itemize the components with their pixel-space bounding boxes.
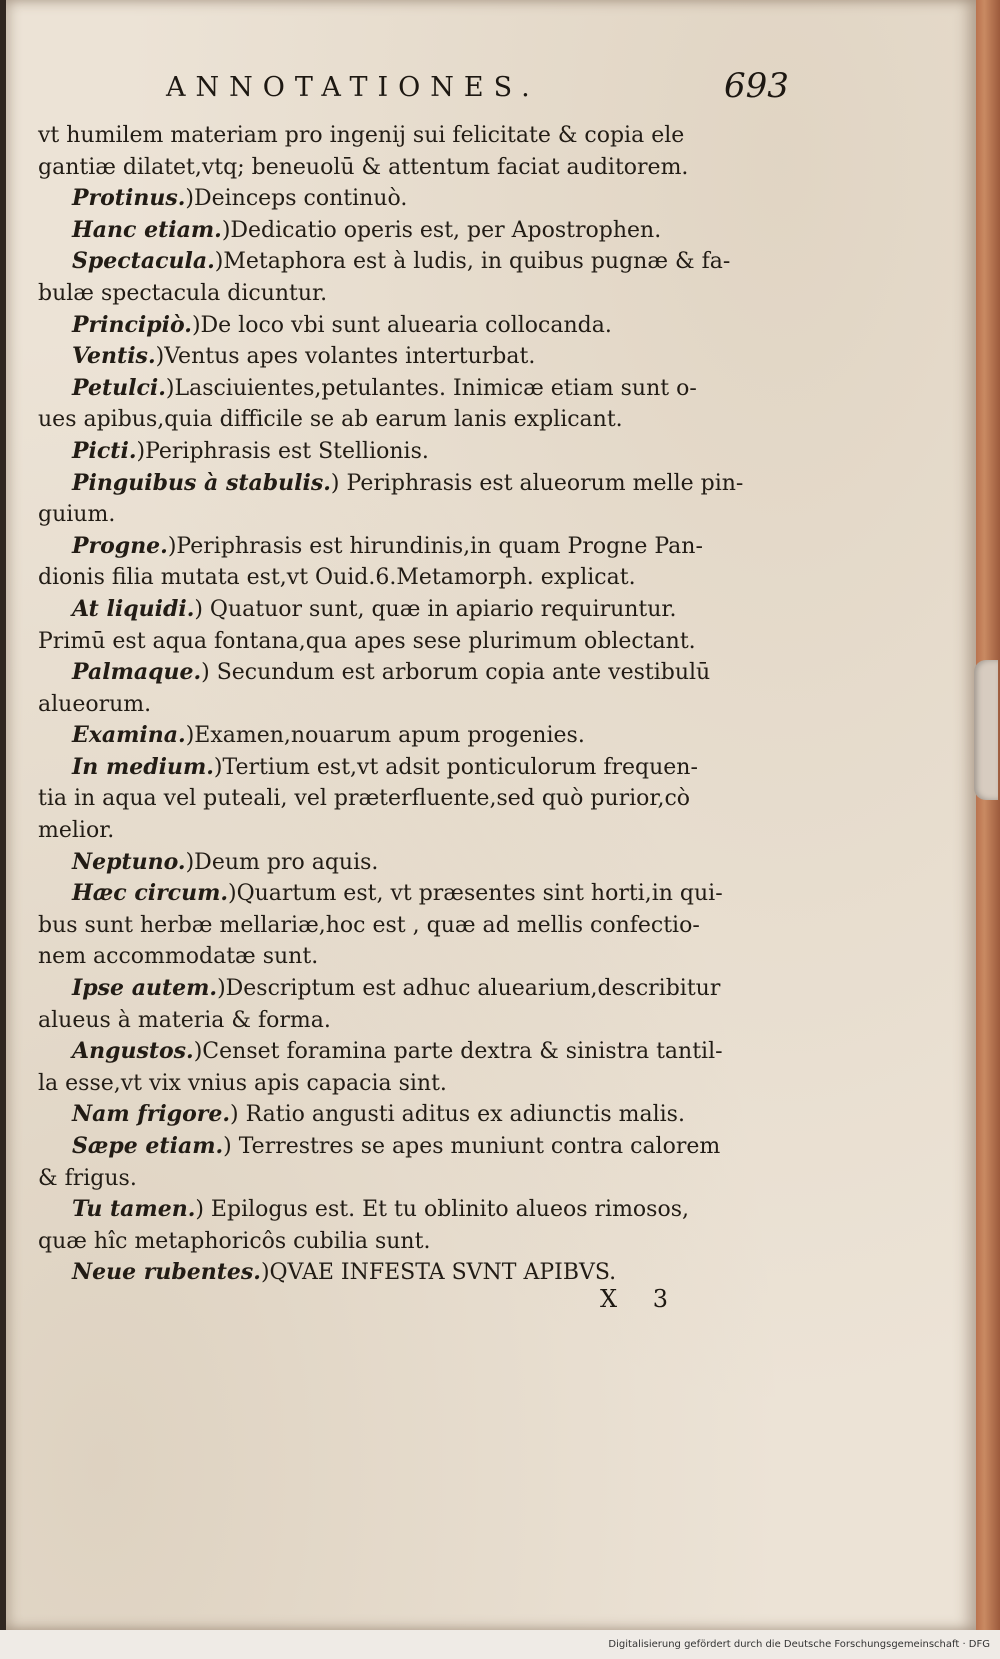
text-line <box>38 246 798 278</box>
lemma: Ipse autem. <box>72 975 218 1002</box>
text-line <box>38 878 798 910</box>
lemma: Neptuno. <box>72 848 186 875</box>
lemma: Nam frigore. <box>72 1101 231 1128</box>
text-line <box>38 594 798 626</box>
text-line <box>38 973 798 1005</box>
lemma: In medium. <box>72 753 214 780</box>
book-page <box>6 0 976 1630</box>
lemma: Pinguibus à stabulis. <box>72 469 331 496</box>
lemma: Petulci. <box>72 374 166 401</box>
line-text: Primū est aqua fontana,qua apes sese plurimum oblectant. <box>38 628 696 654</box>
line-text: bulæ spectacula dicuntur. <box>38 280 328 306</box>
line-text: ) Secundum est arborum copia ante vestibulū <box>201 660 711 686</box>
text-line <box>38 1226 798 1258</box>
line-text: ues apibus,quia difficile se ab earum lanis explicant. <box>38 407 623 433</box>
digitization-credit: Digitalisierung gefördert durch die Deutsche Forschungsgemeinschaft · DFG <box>608 1639 990 1650</box>
lemma: Hæc circum. <box>72 880 229 907</box>
text-line <box>38 657 798 689</box>
text-line <box>38 1068 798 1100</box>
line-text: & frigus. <box>38 1165 137 1191</box>
lemma: Neue rubentes. <box>72 1259 261 1286</box>
line-text: )Periphrasis est Stellionis. <box>136 438 429 464</box>
text-line <box>38 1005 798 1037</box>
lemma: Progne. <box>72 532 168 559</box>
lemma: Angustos. <box>72 1038 194 1065</box>
line-text: dionis filia mutata est,vt Ouid.6.Metamorph. explicat. <box>38 565 636 591</box>
line-text: )Examen,nouarum apum progenies. <box>185 723 585 749</box>
line-text: ) Epilogus est. Et tu oblinito alueos rimosos, <box>195 1197 689 1223</box>
text-line <box>38 436 798 468</box>
line-text: nem accommodatæ sunt. <box>38 944 319 970</box>
text-line <box>38 689 798 721</box>
lemma: Protinus. <box>72 185 186 212</box>
lemma: Ventis. <box>72 343 156 370</box>
line-text: )Tertium est,vt adsit ponticulorum frequen- <box>213 754 698 780</box>
page-edge <box>976 0 1000 1630</box>
text-line <box>38 341 798 373</box>
line-text: tia in aqua vel puteali, vel præterfluente,sed quò purior,cò <box>38 786 691 812</box>
line-text: )Lasciuientes,petulantes. Inimicæ etiam sunt o- <box>165 375 697 401</box>
annotation-text <box>38 120 798 1289</box>
text-line <box>38 1036 798 1068</box>
text-line <box>38 373 798 405</box>
text-line <box>38 752 798 784</box>
line-text: guium. <box>38 502 116 528</box>
line-text: )Metaphora est à ludis, in quibus pugnæ & fa- <box>214 249 731 275</box>
line-text: ) Quatuor sunt, quæ in apiario requiruntur. <box>194 596 677 622</box>
text-line <box>38 152 798 184</box>
page-tab <box>974 660 998 800</box>
text-line <box>38 815 798 847</box>
line-text: )Dedicatio operis est, per Apostrophen. <box>221 217 662 243</box>
lemma: Picti. <box>72 437 137 464</box>
lemma: Examina. <box>72 722 186 749</box>
line-text: quæ hîc metaphoricôs cubilia sunt. <box>38 1228 431 1254</box>
line-text: alueorum. <box>38 691 152 717</box>
line-text: )Descriptum est adhuc aluearium,describitur <box>217 976 721 1002</box>
text-line <box>38 1194 798 1226</box>
line-text: la esse,vt vix vnius apis capacia sint. <box>38 1070 447 1096</box>
lemma: At liquidi. <box>72 595 195 622</box>
page-header <box>166 66 789 112</box>
line-text: melior. <box>38 818 115 844</box>
line-text: )Periphrasis est hirundinis,in quam Progne Pan- <box>167 533 703 559</box>
text-line <box>38 562 798 594</box>
text-line <box>38 531 798 563</box>
text-line <box>38 847 798 879</box>
line-text: )Quartum est, vt præsentes sint horti,in qui- <box>228 881 723 907</box>
line-text: ) Ratio angusti aditus ex adiunctis malis. <box>230 1102 685 1128</box>
running-head: ANNOTATIONES. <box>166 72 540 103</box>
line-text: )Censet foramina parte dextra & sinistra tantil- <box>193 1039 723 1065</box>
text-line <box>38 468 798 500</box>
line-text: ) Periphrasis est alueorum melle pin- <box>330 470 744 496</box>
line-text: alueus à materia & forma. <box>38 1007 331 1033</box>
text-line <box>38 1099 798 1131</box>
text-line <box>38 310 798 342</box>
signature-mark: X 3 <box>600 1285 682 1313</box>
text-line <box>38 183 798 215</box>
line-text: )Ventus apes volantes interturbat. <box>155 344 536 370</box>
lemma: Palmaque. <box>72 659 202 686</box>
text-line <box>38 1257 798 1289</box>
text-line <box>38 626 798 658</box>
lemma: Spectacula. <box>72 248 215 275</box>
line-text: )Deum pro aquis. <box>185 849 379 875</box>
text-line <box>38 120 798 152</box>
text-line <box>38 1131 798 1163</box>
line-text: )Deinceps continuò. <box>185 186 408 212</box>
text-line <box>38 941 798 973</box>
line-text: vt humilem materiam pro ingenij sui felicitate & copia ele <box>38 123 685 148</box>
lemma: Tu tamen. <box>72 1196 196 1223</box>
text-line <box>38 910 798 942</box>
page-number: 693 <box>724 66 789 106</box>
line-text: bus sunt herbæ mellariæ,hoc est , quæ ad mellis confectio- <box>38 912 700 938</box>
lemma: Principiò. <box>72 311 192 338</box>
text-line <box>38 404 798 436</box>
text-line <box>38 1163 798 1195</box>
text-line <box>38 720 798 752</box>
line-text: )QVAE INFESTA SVNT APIBVS. <box>260 1260 617 1286</box>
text-line <box>38 215 798 247</box>
text-line <box>38 278 798 310</box>
text-line <box>38 783 798 815</box>
line-text: gantiæ dilatet,vtq; beneuolū & attentum faciat auditorem. <box>38 154 689 180</box>
line-text: ) Terrestres se apes muniunt contra calorem <box>223 1134 721 1159</box>
lemma: Sæpe etiam. <box>72 1133 224 1159</box>
line-text: )De loco vbi sunt aluearia collocanda. <box>191 312 612 338</box>
lemma: Hanc etiam. <box>72 216 222 243</box>
text-line <box>38 499 798 531</box>
